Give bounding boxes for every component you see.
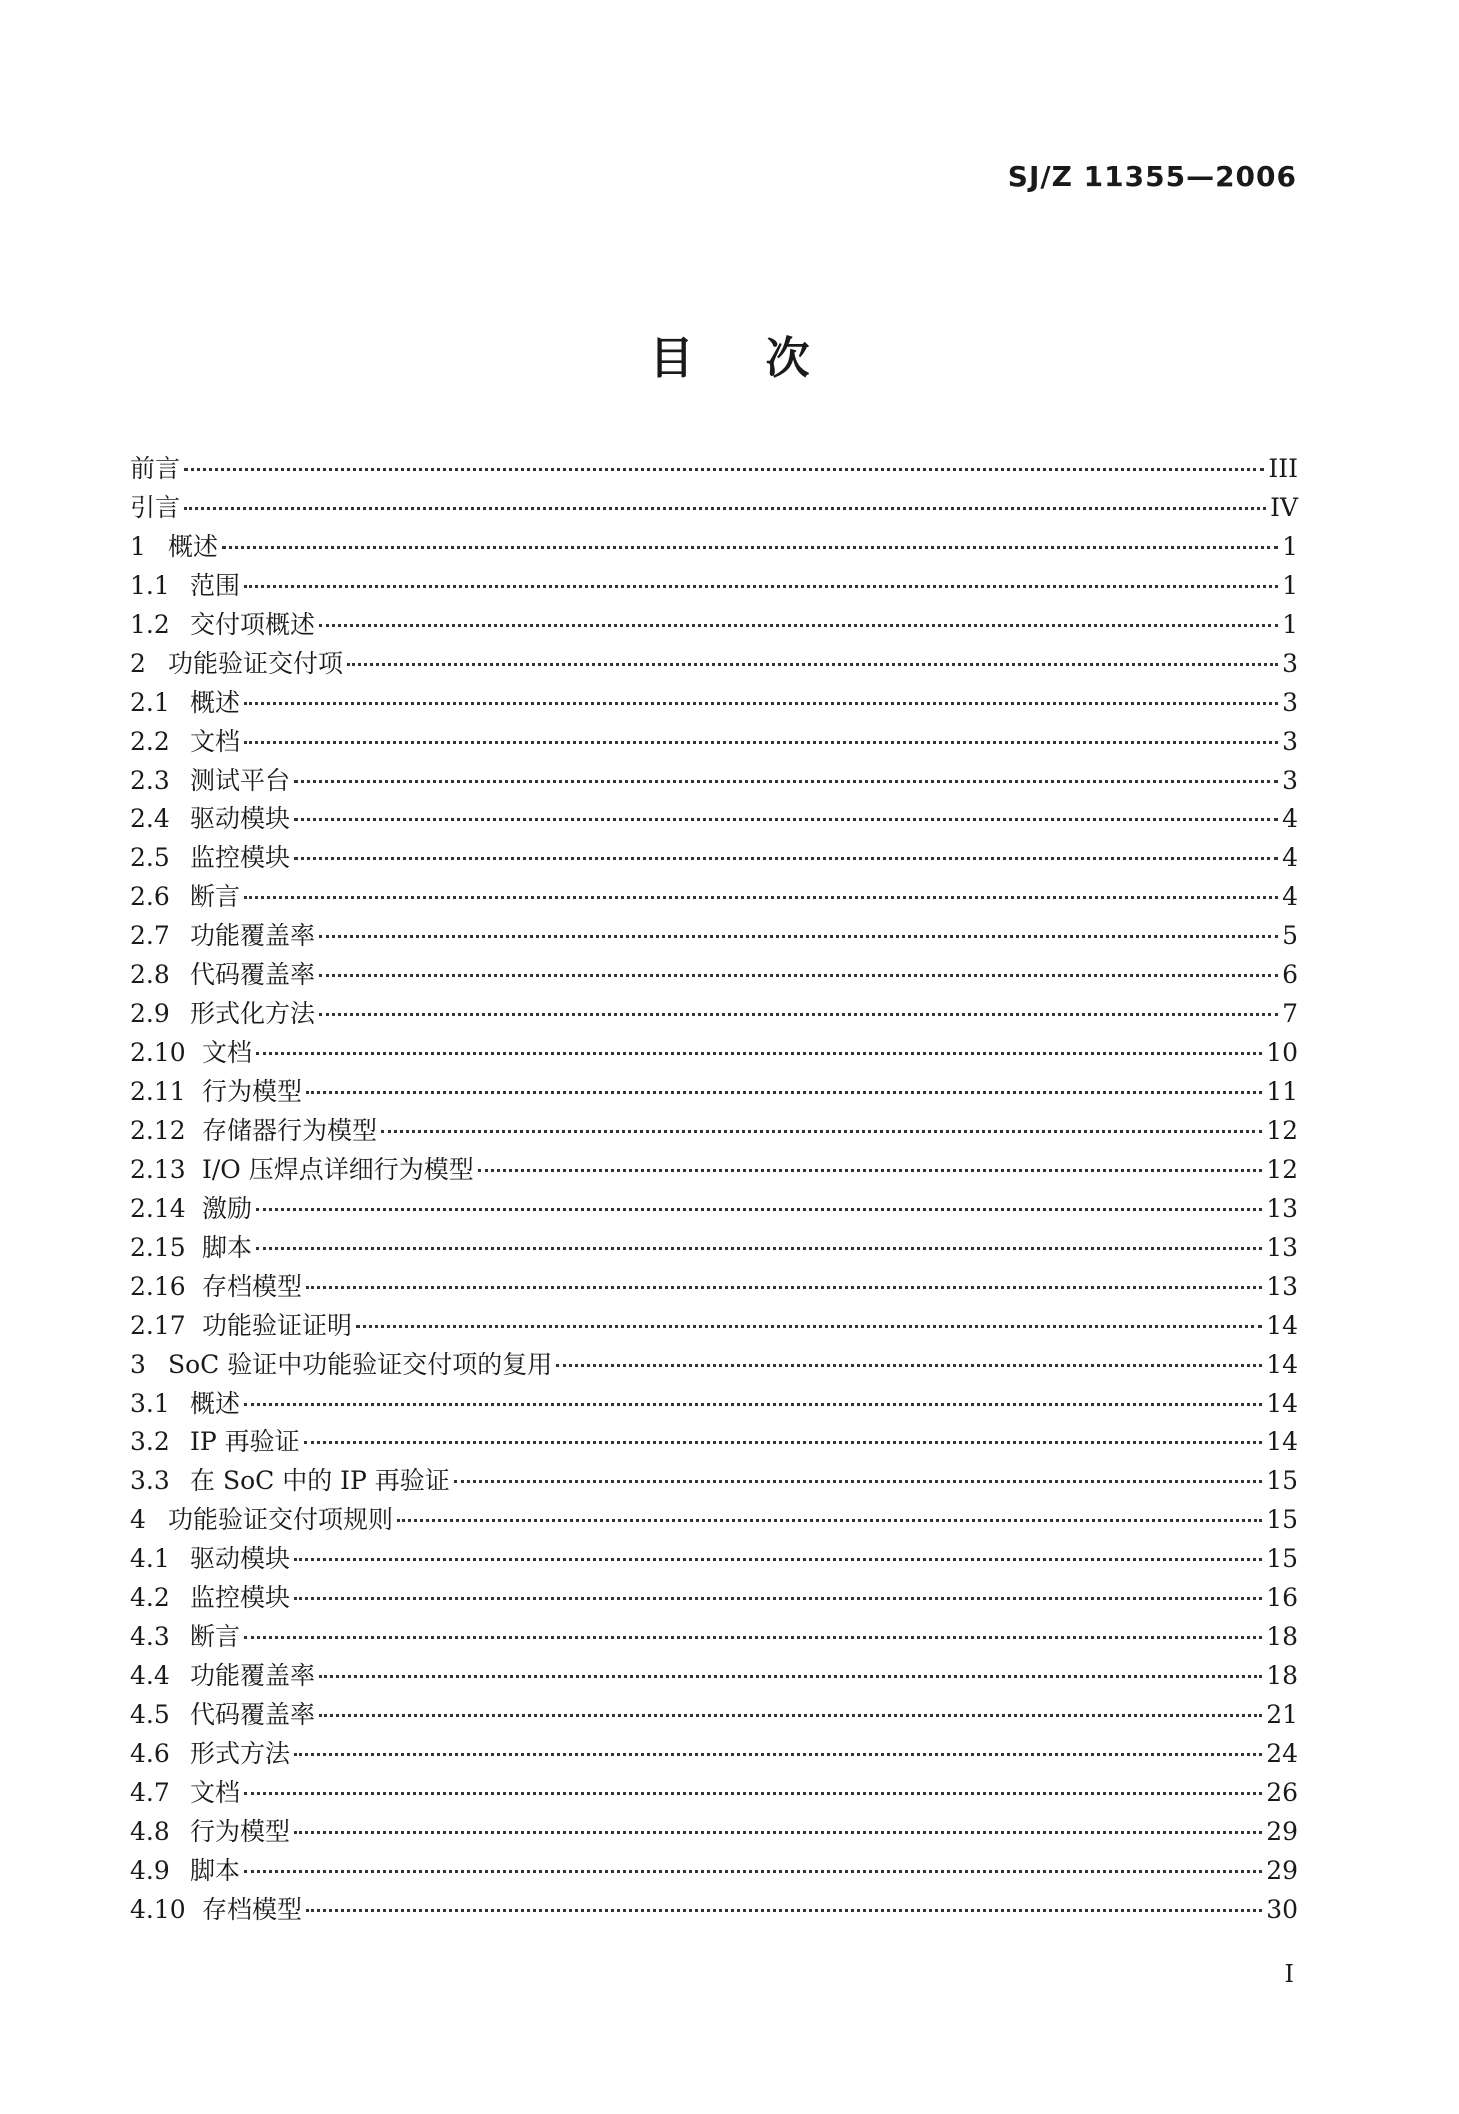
toc-entry-title: 功能覆盖率 [190,921,316,951]
toc-entry-number: 4.9 [130,1855,170,1885]
toc-entry-title: I/O 压焊点详细行为模型 [202,1154,474,1184]
toc-entry[interactable] [130,1696,1298,1735]
toc-entry[interactable] [130,1307,1298,1346]
toc-dot-leader [454,1480,1262,1483]
toc-entry-number: 4.4 [130,1661,170,1691]
toc-entry[interactable] [130,1346,1298,1385]
toc-entry-title: 行为模型 [202,1077,303,1106]
toc-entry-page: 5 [1282,921,1298,951]
toc-dot-leader [556,1364,1262,1367]
toc-entry[interactable] [130,1268,1298,1307]
toc-entry-page: 15 [1266,1544,1298,1574]
toc-entry-number: 4.5 [130,1700,170,1729]
toc-entry-page: 4 [1282,882,1298,912]
toc-entry-number: 4.7 [130,1777,170,1807]
page-number: I [1284,1960,1294,1988]
toc-entry-number: 4.6 [130,1738,170,1768]
toc-entry-number: 2.9 [130,999,170,1029]
toc-entry-page: 24 [1266,1738,1298,1768]
toc-entry-title: 断言 [190,882,241,912]
toc-entry-title: 概述 [190,687,241,717]
toc-dot-leader [294,780,1278,783]
title-char-1: 目 [649,333,694,384]
toc-entry-title: 功能验证交付项 [168,648,344,678]
toc-entry-title: 激励 [202,1193,253,1223]
toc-dot-leader [306,1091,1262,1094]
toc-entry-page: 3 [1282,726,1298,756]
toc-entry-page: 14 [1266,1388,1298,1418]
toc-entry-title: 概述 [190,1388,241,1418]
toc-entry-number: 2.11 [130,1077,186,1106]
toc-dot-leader [244,1636,1262,1639]
toc-entry-title: 形式方法 [190,1738,291,1768]
toc-entry-title: 存储器行为模型 [202,1115,378,1145]
toc-entry-number: 1.2 [130,609,170,639]
toc-entry-page: 12 [1266,1154,1298,1184]
toc-dot-leader [319,974,1278,977]
toc-entry-number: 1.1 [130,570,170,600]
toc-dot-leader [319,1675,1262,1678]
toc-dot-leader [244,741,1278,744]
toc-entry-page: 3 [1282,765,1298,795]
toc-entry-page: 12 [1266,1115,1298,1145]
toc-dot-leader [304,1441,1263,1444]
toc-entry-number: 4.10 [130,1894,186,1924]
toc-entry-page: 26 [1266,1777,1298,1807]
toc-dot-leader [294,818,1278,821]
toc-dot-leader [256,1052,1262,1055]
toc-entry[interactable] [130,1462,1298,1501]
toc-entry-title: 监控模块 [190,843,291,873]
toc-entry[interactable] [130,489,1298,528]
toc-entry-title: 交付项概述 [190,609,316,639]
toc-entry[interactable] [130,645,1298,684]
toc-entry[interactable] [130,1151,1298,1190]
toc-entry-title: 文档 [190,1777,241,1807]
toc-entry-title: 文档 [190,726,241,756]
toc-entry-page: 13 [1266,1232,1298,1262]
toc-entry-title: 脚本 [202,1232,253,1262]
toc-entry-number: 3.1 [130,1388,170,1418]
toc-entry-page: 3 [1282,648,1298,678]
toc-entry-title: 范围 [190,570,241,600]
toc-entry-number: 2 [130,648,146,678]
toc-entry[interactable] [130,450,1298,489]
toc-entry-title: 概述 [168,531,219,561]
toc-entry-title: 前言 [130,454,181,483]
toc-entry-page: 18 [1266,1622,1298,1652]
toc-entry[interactable] [130,684,1298,723]
toc-entry-number: 4.3 [130,1622,170,1652]
toc-entry-page: 1 [1282,570,1298,600]
table-of-contents [130,450,1298,1930]
toc-entry-number: 2.5 [130,843,170,873]
toc-entry-page: 15 [1266,1466,1298,1496]
toc-entry-number: 2.13 [130,1154,186,1184]
toc-entry[interactable] [130,1190,1298,1229]
toc-entry-page: 30 [1266,1894,1298,1924]
toc-dot-leader [294,1831,1262,1834]
toc-entry-number: 4.1 [130,1544,170,1574]
toc-dot-leader [319,1013,1278,1016]
toc-entry-title: 脚本 [190,1855,241,1885]
page-title [0,322,1459,386]
toc-entry[interactable] [130,800,1298,839]
toc-entry-title: 功能覆盖率 [190,1661,316,1691]
toc-entry[interactable] [130,878,1298,917]
toc-entry-page: 11 [1266,1077,1298,1106]
toc-entry-page: 21 [1266,1700,1298,1729]
toc-entry[interactable] [130,1579,1298,1618]
toc-entry-title: 在 SoC 中的 IP 再验证 [190,1466,450,1496]
toc-entry[interactable] [130,839,1298,878]
toc-entry[interactable] [130,1735,1298,1774]
toc-entry[interactable] [130,1501,1298,1540]
document-code: SJ/Z 11355—2006 [1007,160,1297,193]
toc-entry[interactable] [130,1813,1298,1852]
toc-entry-page: 1 [1282,531,1298,561]
toc-dot-leader [294,1753,1262,1756]
toc-dot-leader [256,1247,1262,1250]
toc-dot-leader [184,507,1266,510]
toc-entry-page: 15 [1266,1505,1298,1535]
toc-dot-leader [306,1909,1262,1912]
toc-entry[interactable] [130,1774,1298,1813]
toc-entry-number: 2.15 [130,1232,186,1262]
toc-entry-page: III [1268,454,1298,483]
toc-dot-leader [356,1325,1262,1328]
toc-entry-number: 2.3 [130,765,170,795]
toc-entry-number: 3.3 [130,1466,170,1496]
toc-entry-page: 4 [1282,843,1298,873]
toc-dot-leader [294,857,1278,860]
toc-entry[interactable] [130,1112,1298,1151]
toc-dot-leader [381,1130,1262,1133]
toc-entry-title: 驱动模块 [190,1544,291,1574]
toc-dot-leader [222,546,1278,549]
toc-entry-number: 4.2 [130,1583,170,1613]
toc-entry-number: 4 [130,1505,146,1535]
toc-entry-page: 18 [1266,1661,1298,1691]
toc-entry-page: 3 [1282,687,1298,717]
toc-entry-title: 功能验证交付项规则 [168,1505,394,1535]
toc-entry-page: 29 [1266,1816,1298,1846]
toc-entry[interactable] [130,995,1298,1034]
toc-dot-leader [294,1597,1262,1600]
toc-entry-page: 29 [1266,1855,1298,1885]
toc-entry-page: 4 [1282,804,1298,834]
toc-entry[interactable] [130,1540,1298,1579]
toc-entry-title: 存档模型 [202,1271,303,1301]
toc-entry[interactable] [130,606,1298,645]
toc-entry[interactable] [130,1852,1298,1891]
toc-entry-title: IP 再验证 [190,1427,300,1457]
toc-entry-page: 7 [1282,999,1298,1029]
toc-entry-number: 4.8 [130,1816,170,1846]
toc-dot-leader [397,1519,1262,1522]
toc-dot-leader [319,935,1278,938]
toc-entry-page: IV [1270,492,1298,522]
toc-entry-page: 13 [1266,1193,1298,1223]
toc-entry-title: 文档 [202,1038,253,1068]
toc-dot-leader [244,585,1278,588]
toc-entry[interactable] [130,1657,1298,1696]
toc-entry[interactable] [130,1229,1298,1268]
title-char-2: 次 [765,333,810,384]
toc-dot-leader [244,896,1278,899]
toc-entry-title: 测试平台 [190,765,291,795]
toc-entry[interactable] [130,956,1298,995]
toc-entry-number: 2.6 [130,882,170,912]
toc-dot-leader [184,468,1264,471]
toc-entry-title: SoC 验证中功能验证交付项的复用 [168,1349,553,1379]
toc-entry-number: 2.2 [130,726,170,756]
toc-entry[interactable] [130,917,1298,956]
toc-entry-title: 断言 [190,1622,241,1652]
toc-entry-title: 引言 [130,492,181,522]
toc-dot-leader [347,663,1278,666]
toc-dot-leader [244,1870,1262,1873]
toc-entry-number: 3 [130,1349,146,1379]
toc-entry-title: 监控模块 [190,1583,291,1613]
toc-entry[interactable] [130,1891,1298,1930]
toc-entry-number: 2.8 [130,960,170,990]
toc-entry[interactable] [130,567,1298,606]
toc-dot-leader [319,624,1278,627]
toc-entry[interactable] [130,1618,1298,1657]
toc-entry[interactable] [130,528,1298,567]
toc-entry-number: 1 [130,531,146,561]
toc-entry-title: 驱动模块 [190,804,291,834]
toc-entry-title: 功能验证证明 [202,1310,353,1340]
toc-entry-title: 行为模型 [190,1816,291,1846]
toc-entry-number: 2.7 [130,921,170,951]
toc-dot-leader [319,1714,1262,1717]
toc-entry-page: 13 [1266,1271,1298,1301]
toc-entry[interactable] [130,1423,1298,1462]
toc-dot-leader [478,1169,1262,1172]
toc-dot-leader [306,1286,1262,1289]
toc-entry-number: 2.12 [130,1115,186,1145]
toc-dot-leader [244,702,1278,705]
toc-entry-number: 2.1 [130,687,170,717]
toc-entry-number: 2.14 [130,1193,186,1223]
toc-entry-page: 16 [1266,1583,1298,1613]
toc-entry-number: 2.17 [130,1310,186,1340]
toc-entry[interactable] [130,762,1298,801]
toc-entry[interactable] [130,723,1298,762]
toc-entry-number: 2.4 [130,804,170,834]
toc-dot-leader [256,1208,1262,1211]
toc-entry-number: 2.16 [130,1271,186,1301]
toc-entry-number: 2.10 [130,1038,186,1068]
toc-entry-page: 14 [1266,1349,1298,1379]
toc-entry-page: 6 [1282,960,1298,990]
toc-dot-leader [244,1792,1262,1795]
toc-entry[interactable] [130,1034,1298,1073]
toc-dot-leader [294,1558,1262,1561]
toc-entry-page: 14 [1266,1427,1298,1457]
toc-entry[interactable] [130,1073,1298,1112]
toc-entry-number: 3.2 [130,1427,170,1457]
toc-entry-page: 10 [1266,1038,1298,1068]
toc-entry-title: 代码覆盖率 [190,1700,316,1729]
toc-entry-title: 存档模型 [202,1894,303,1924]
toc-entry-page: 1 [1282,609,1298,639]
toc-entry-title: 代码覆盖率 [190,960,316,990]
toc-entry-title: 形式化方法 [190,999,316,1029]
toc-entry-page: 14 [1266,1310,1298,1340]
toc-dot-leader [244,1403,1262,1406]
toc-entry[interactable] [130,1385,1298,1424]
